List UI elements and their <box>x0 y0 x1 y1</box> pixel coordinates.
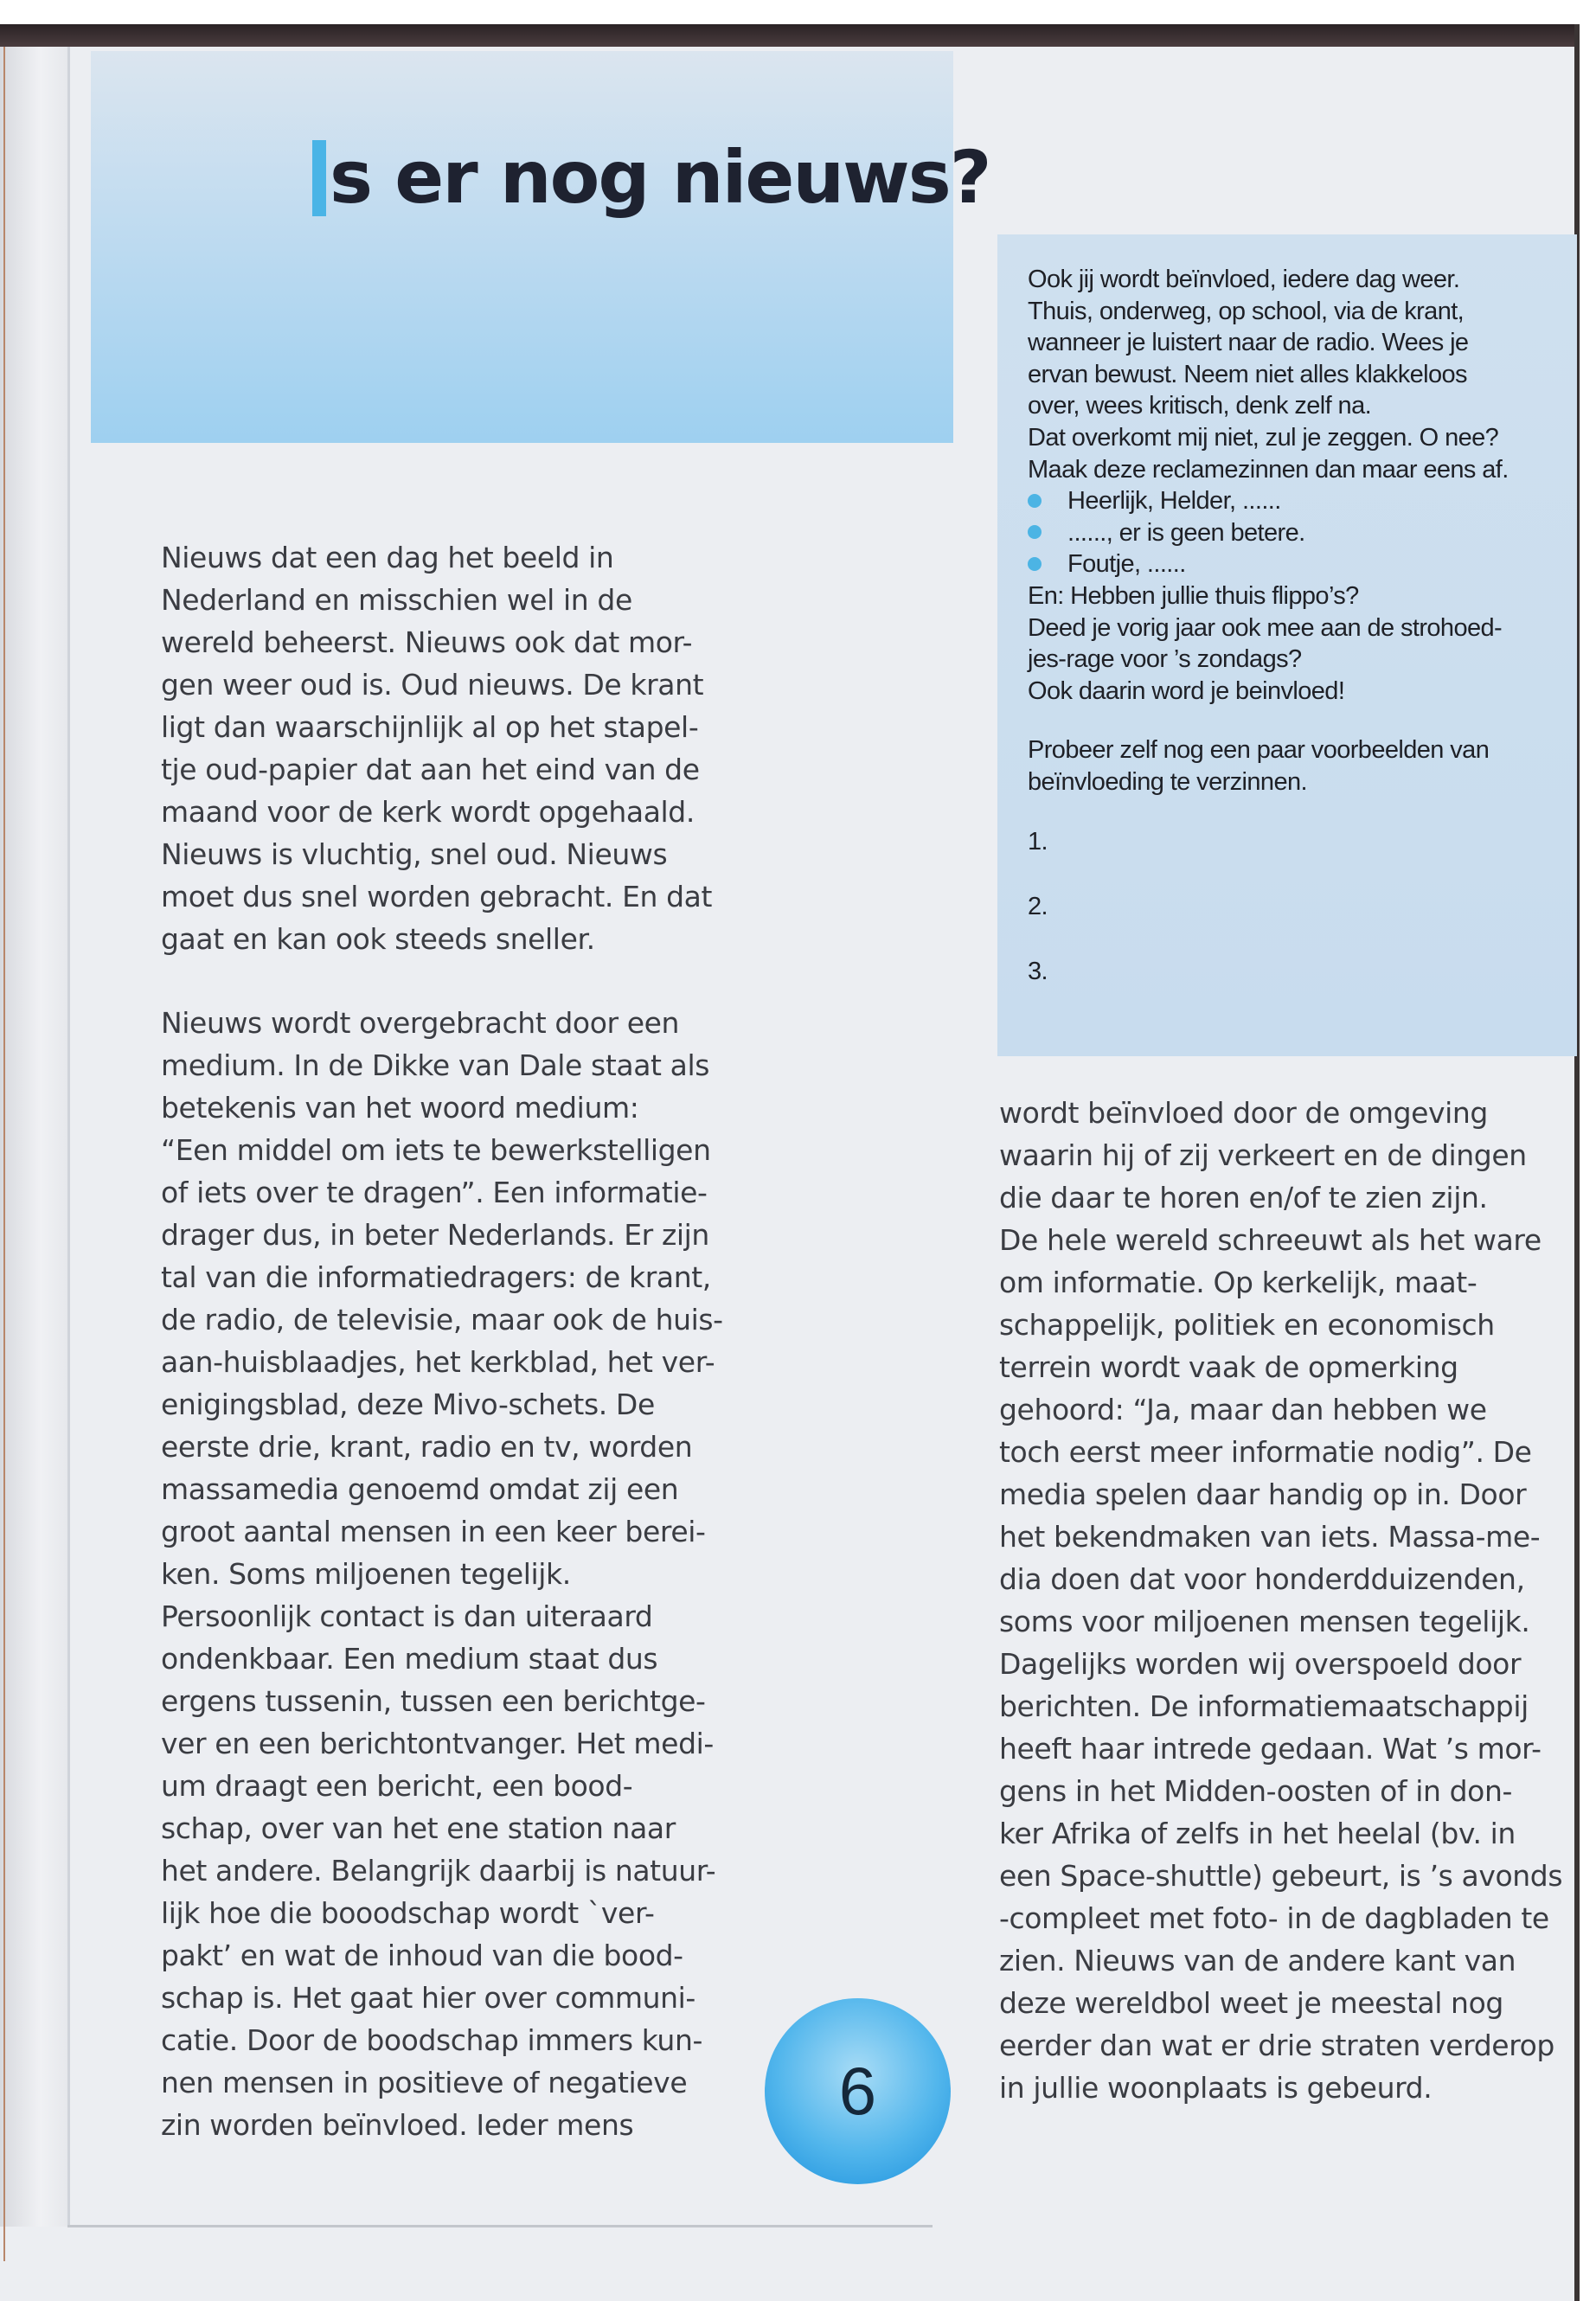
body-line: Persoonlijk contact is dan uiteraard <box>161 1599 653 1633</box>
body-line: zien. Nieuws van de andere kant van <box>999 1944 1516 1977</box>
body-line: aan-huisblaadjes, het kerkblad, het ver- <box>161 1345 715 1379</box>
body-line: tal van die informatiedragers: de krant, <box>161 1260 711 1294</box>
body-line: massamedia genoemd omdat zij een <box>161 1472 679 1506</box>
body-line: ondenkbaar. Een medium staat dus <box>161 1642 658 1676</box>
sidebar-line: jes-rage voor ’s zondags? <box>1028 645 1302 674</box>
body-line: heeft haar intrede gedaan. Wat ’s mor- <box>999 1732 1542 1766</box>
body-line: ken. Soms miljoenen tegelijk. <box>161 1557 571 1591</box>
body-line: het andere. Belangrijk daarbij is natuur- <box>161 1854 716 1888</box>
body-line: ver en een berichtontvanger. Het medi- <box>161 1727 714 1760</box>
bullet-item <box>1028 548 1509 580</box>
body-line: groot aantal mensen in een keer berei- <box>161 1515 706 1548</box>
bullet-item <box>1028 485 1509 517</box>
body-line: of iets over te dragen”. Een informatie- <box>161 1176 708 1209</box>
sidebar-line: ervan bewust. Neem niet alles klakkeloos <box>1028 360 1467 388</box>
body-line: gehoord: “Ja, maar dan hebben we <box>999 1393 1487 1426</box>
body-line: zin worden beïnvloed. Ieder mens <box>161 2108 634 2142</box>
body-line: drager dus, in beter Nederlands. Er zijn <box>161 1218 709 1252</box>
body-line: ker Afrika of zelfs in het heelal (bv. in <box>999 1817 1516 1850</box>
sidebar-line: Maak deze reclamezinnen dan maar eens af. <box>1028 455 1509 484</box>
body-line: toch eerst meer informatie nodig”. De <box>999 1435 1532 1469</box>
body-line: dia doen dat voor honderdduizenden, <box>999 1562 1525 1596</box>
body-line: “Een middel om iets te bewerkstelligen <box>161 1133 711 1167</box>
body-line: een Space-shuttle) gebeurt, is ’s avonds <box>999 1859 1563 1893</box>
body-line: um draagt een bericht, een bood- <box>161 1769 633 1803</box>
binding-top-edge <box>0 24 1576 47</box>
title-text: s er nog nieuws? <box>330 135 990 220</box>
body-line: pakt’ en wat de inhoud van die bood- <box>161 1939 683 1972</box>
body-line: maand voor de kerk wordt opgehaald. <box>161 795 695 829</box>
sidebar-text <box>1028 264 1509 1021</box>
bullet-dot-icon <box>1028 525 1042 539</box>
page-edge-line <box>3 47 5 2261</box>
sidebar-line: Thuis, onderweg, op school, via de krant, <box>1028 297 1465 325</box>
body-line: schap is. Het gaat hier over communi- <box>161 1981 695 2015</box>
left-column <box>161 536 723 2146</box>
body-line: gaat en kan ook steeds sneller. <box>161 922 595 956</box>
body-line: moet dus snel worden gebracht. En dat <box>161 880 713 913</box>
body-line: catie. Door de boodschap immers kun- <box>161 2023 702 2057</box>
body-line: om informatie. Op kerkelijk, maat- <box>999 1266 1477 1299</box>
spacer <box>1028 798 1509 826</box>
body-line: terrein wordt vaak de opmerking <box>999 1350 1458 1384</box>
page-number: 6 <box>838 2053 877 2129</box>
bullet-dot-icon <box>1028 557 1042 571</box>
sidebar-line: over, wees kritisch, denk zelf na. <box>1028 392 1372 420</box>
body-line: Nieuws wordt overgebracht door een <box>161 1006 680 1040</box>
prompt-line: beïnvloeding te verzinnen. <box>1028 767 1307 796</box>
body-line: lijk hoe die booodschap wordt `ver- <box>161 1896 655 1930</box>
body-line: Nederland en misschien wel in de <box>161 583 632 617</box>
body-line: Nieuws is vluchtig, snel oud. Nieuws <box>161 837 668 871</box>
body-line: eerste drie, krant, radio en tv, worden <box>161 1430 693 1464</box>
body-line: Dagelijks worden wij overspoeld door <box>999 1647 1522 1681</box>
sidebar-line: wanneer je luistert naar de radio. Wees je <box>1028 329 1469 357</box>
sidebar-line: Dat overkomt mij niet, zul je zeggen. O nee? <box>1028 423 1499 452</box>
sidebar-line: Ook jij wordt beïnvloed, iedere dag weer. <box>1028 266 1460 293</box>
answer-number: 1. <box>1028 827 1048 856</box>
body-line: nen mensen in positieve of negatieve <box>161 2066 688 2099</box>
body-line: waarin hij of zij verkeert en de dingen <box>999 1138 1527 1172</box>
paragraph-gap <box>161 960 723 1002</box>
body-line: die daar te horen en/of te zien zijn. <box>999 1181 1488 1215</box>
sidebar-line: Ook daarin word je beinvloed! <box>1028 676 1345 705</box>
body-line: schappelijk, politiek en economisch <box>999 1308 1495 1342</box>
body-line: soms voor miljoenen mensen tegelijk. <box>999 1605 1530 1638</box>
bullet-text: Heerlijk, Helder, ...... <box>1067 487 1281 516</box>
body-line: wordt beïnvloed door de omgeving <box>999 1096 1488 1130</box>
body-line: tje oud-papier dat aan het eind van de <box>161 753 700 786</box>
sidebar-line: En: Hebben jullie thuis flippo’s? <box>1028 581 1359 610</box>
body-line: gen weer oud is. Oud nieuws. De krant <box>161 668 704 702</box>
bullet-text: Foutje, ...... <box>1067 550 1186 579</box>
body-line: berichten. De informatiemaatschappij <box>999 1689 1529 1723</box>
body-line: eerder dan wat er drie straten verderop <box>999 2029 1554 2062</box>
sidebar-line: Deed je vorig jaar ook mee aan de strohoed- <box>1028 613 1503 642</box>
body-line: het bekendmaken van iets. Massa-me- <box>999 1520 1541 1554</box>
body-line: wereld beheerst. Nieuws ook dat mor- <box>161 625 693 659</box>
body-line: ergens tussenin, tussen een berichtge- <box>161 1684 706 1718</box>
page-left-margin <box>0 47 70 2227</box>
bullet-dot-icon <box>1028 494 1042 508</box>
answer-number: 3. <box>1028 957 1048 985</box>
page-number-badge <box>765 1998 951 2184</box>
bottom-rule <box>67 2225 933 2227</box>
body-line: Nieuws dat een dag het beeld in <box>161 541 614 574</box>
body-line: schap, over van het ene station naar <box>161 1811 676 1845</box>
title-initial-bar <box>312 140 326 216</box>
body-line: ligt dan waarschijnlijk al op het stapel- <box>161 710 699 744</box>
body-line: betekenis van het woord medium: <box>161 1091 639 1125</box>
spacer <box>1028 707 1509 734</box>
body-line: gens in het Midden-oosten of in don- <box>999 1774 1512 1808</box>
bullet-item <box>1028 517 1509 549</box>
answer-number: 2. <box>1028 892 1048 920</box>
body-line: enigingsblad, deze Mivo-schets. De <box>161 1388 655 1421</box>
body-line: de radio, de televisie, maar ook de huis- <box>161 1303 723 1336</box>
body-line: medium. In de Dikke van Dale staat als <box>161 1048 710 1082</box>
bullet-text: ......, er is geen betere. <box>1067 518 1305 547</box>
body-line: in jullie woonplaats is gebeurd. <box>999 2071 1433 2105</box>
right-column <box>999 1092 1562 2109</box>
body-line: -compleet met foto- in de dagbladen te <box>999 1901 1549 1935</box>
body-line: De hele wereld schreeuwt als het ware <box>999 1223 1542 1257</box>
body-line: deze wereldbol weet je meestal nog <box>999 1986 1503 2020</box>
prompt-line: Probeer zelf nog een paar voorbeelden van <box>1028 736 1490 765</box>
body-line: media spelen daar handig op in. Door <box>999 1477 1527 1511</box>
title-banner <box>91 51 953 443</box>
